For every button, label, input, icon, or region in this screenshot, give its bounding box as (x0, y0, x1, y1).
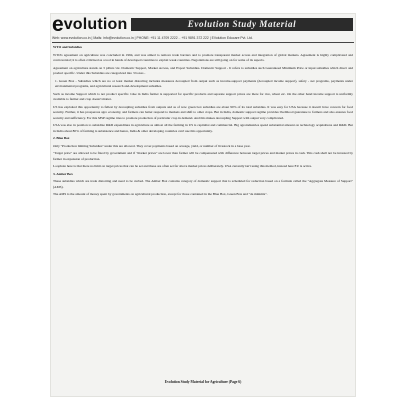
section-heading: 3. Amber Box (53, 171, 73, 176)
body-paragraph: These subsidies which are trade distorting and need to be curbed. The Amber Box contains category of domestic support that is scheduled for reduction based on a formula called the "Aggregate Measure of Support" (AMS). (53, 179, 353, 189)
list-item-paragraph: 1. Green Box - Subsidies which are no or least market distorting includes measures decoupled from output such as income-support payments (decoupled income support), safety - net programs, payments under environmental programs, and agricultural research and-development subsidies. (55, 78, 353, 88)
body-paragraph: Agreement on agriculture stands on 3 pillars viz. Domestic Support, Market Access, and Export Subsidies. Domestic Support - It refers to subsidies such Guaranteed Minimum Price or input subsidies which direct and product specific. Under this Subsidies are categorized into 3 boxes - (53, 65, 353, 75)
body-paragraph: Loophole here is that there no limit on target prices that can be set and these are often set far above market prices deliberately. USA currently isn't using this method, instead here EU is active. (53, 164, 312, 168)
body-paragraph: USA was also in position to subsidize R&D expenditure in agriculture as almost all the farming in US is capitalist and commercial. Big agroindustries spend substantial amount on technology acquisitions and R&D. But in India about 80% of farming is subsistence and hence, India & other developing countries can't use this opportunity. (53, 123, 353, 133)
evolution-logo (52, 15, 128, 35)
page-footer: Evolution Study Material for Agriculture (Page 6) (164, 380, 242, 384)
body-paragraph: US has exploited this opportunity to fullest by decoupling subsidies from outputs and as of now green box subsidies are about 90% of its total subsidies. It was easy for USA because it doesn't have concern for food security. Further, it has prosperous agro economy, and farmers can better respond to markets and shift to other crops. But in India, domestic support regime provides livelihood guarantee to farmers and also ensures food security and sufficiency. For this MSP regime tries to promote production of particular crop in demand. And this makes decoupling Support with output very complicated. (53, 104, 353, 120)
document-page (51, 14, 355, 396)
body-paragraph: WTO's agreement on agriculture was concluded in 1994, and was aimed to remove trade barriers and to promote transparent market access and integration of global markets. Agreement is highly complicated and controversial; it is often criticised as a tool in hands of developed countries to exploit weak countries. Negotiations are still going on for some of its aspects. (53, 52, 353, 62)
document-body (53, 45, 353, 375)
section-heading: WTO and Subsidies (53, 45, 82, 49)
header-divider (52, 42, 354, 43)
body-paragraph: "Target price" are allowed to be fixed by government and if "market prices" are lower than farmer will be compensated with difference between target prices and market prices in cash. This cash shall not be invested by farmer in expansion of production. (53, 151, 353, 161)
body-paragraph: Such as income Support which is not product specific. Like in India farmer is supported for specific products and separate support prices are there for rice, wheat etc. On the other hand income support is uniformly available to farmer and crop doesn't matter. (53, 91, 353, 101)
page-header (51, 14, 355, 48)
body-paragraph: Only "Production limiting Subsidies" under this are allowed. They cover payments based on acreage, yield, or number of livestock in a base year. (53, 143, 251, 148)
header-banner: Evolution Study Material (131, 18, 353, 31)
body-paragraph: The AMS is the amount of money spent by governments on agricultural production, except for those contained in the Blue Box, Green Box and "de minimis". (53, 192, 268, 196)
contact-line: Web: www.evolution.co.in | Mails: info@evolution.co.in | PHONE: +91 11 4709 2222 .. +91 9891 372 222 | EVolution Educare Pvt. Ltd. (52, 36, 253, 40)
logo-letter: e (52, 14, 64, 36)
section-heading: 2. Blue Box (53, 136, 70, 140)
logo-wordmark: volution (63, 16, 128, 33)
